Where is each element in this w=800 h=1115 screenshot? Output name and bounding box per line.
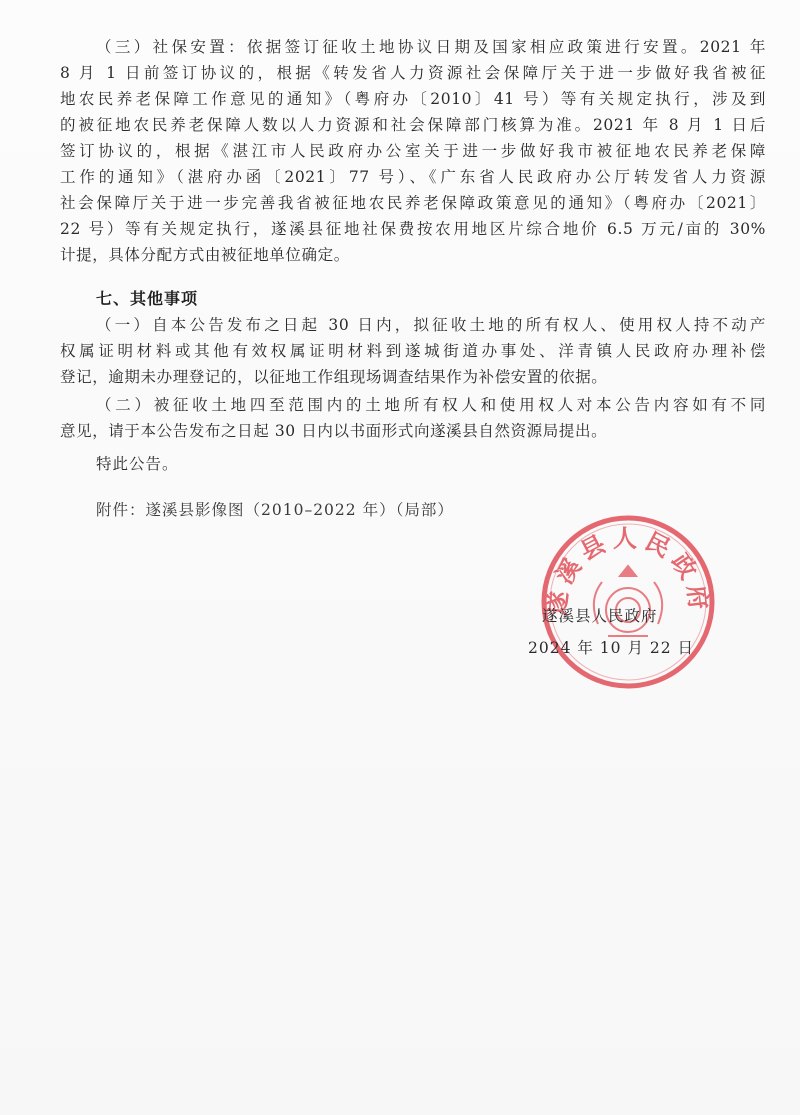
other-item-1 (60, 312, 766, 390)
closing-text: 特此公告。 (96, 455, 179, 473)
paragraph-line: （一）自本公告发布之日起 30 日内，拟征收土地的所有权人、使用权人持不动产 (96, 316, 766, 334)
paragraph-line: 工作的通知》（湛府办函〔2021〕77 号）、《广东省人民政府办公厅转发省人力资源 (60, 168, 766, 186)
official-seal-icon (538, 512, 718, 692)
paragraph-line: 登记，逾期未办理登记的，以征地工作组现场调查结果作为补偿安置的依据。 (60, 368, 608, 386)
attachment-note: 附件：遂溪县影像图（2010–2022 年）（局部） (96, 501, 454, 519)
paragraph-line: （三）社保安置：依据签订征收土地协议日期及国家相应政策进行安置。2021 年 (96, 38, 766, 56)
paragraph-line: 签订协议的，根据《湛江市人民政府办公室关于进一步做好我市被征地农民养老保障 (60, 142, 766, 160)
paragraph-line: 权属证明材料或其他有效权属证明材料到遂城街道办事处、洋青镇人民政府办理补偿 (60, 342, 766, 360)
paragraph-line: 的被征地农民养老保障人数以人力资源和社会保障部门核算为准。2021 年 8 月 1 日后 (60, 116, 766, 134)
social-security-section (60, 34, 766, 268)
paragraph-line: 社会保障厅关于进一步完善我省被征地农民养老保障政策意见的通知》（粤府办〔2021〕 (60, 194, 766, 212)
paragraph-line: 8 月 1 日前签订协议的，根据《转发省人力资源社会保障厅关于进一步做好我省被征 (60, 64, 766, 82)
seal-text: 遂溪县人民政府 (541, 523, 715, 617)
section-heading: 七、其他事项 (96, 289, 199, 308)
issuer-name: 遂溪县人民政府 (542, 607, 658, 625)
issue-date: 2024 年 10 月 22 日 (528, 639, 695, 657)
paragraph-line: 计提，具体分配方式由被征地单位确定。 (60, 246, 350, 264)
other-item-2 (60, 392, 766, 444)
paragraph-line: （二）被征收土地四至范围内的土地所有权人和使用权人对本公告内容如有不同 (96, 396, 766, 414)
paragraph-line: 意见，请于本公告发布之日起 30 日内以书面形式向遂溪县自然资源局提出。 (60, 422, 608, 440)
paragraph-line: 22 号）等有关规定执行，遂溪县征地社保费按农用地区片综合地价 6.5 万元/亩的 30% (60, 220, 766, 238)
paragraph-line: 地农民养老保障工作意见的通知》（粤府办〔2010〕41 号）等有关规定执行，涉及到 (60, 90, 766, 108)
